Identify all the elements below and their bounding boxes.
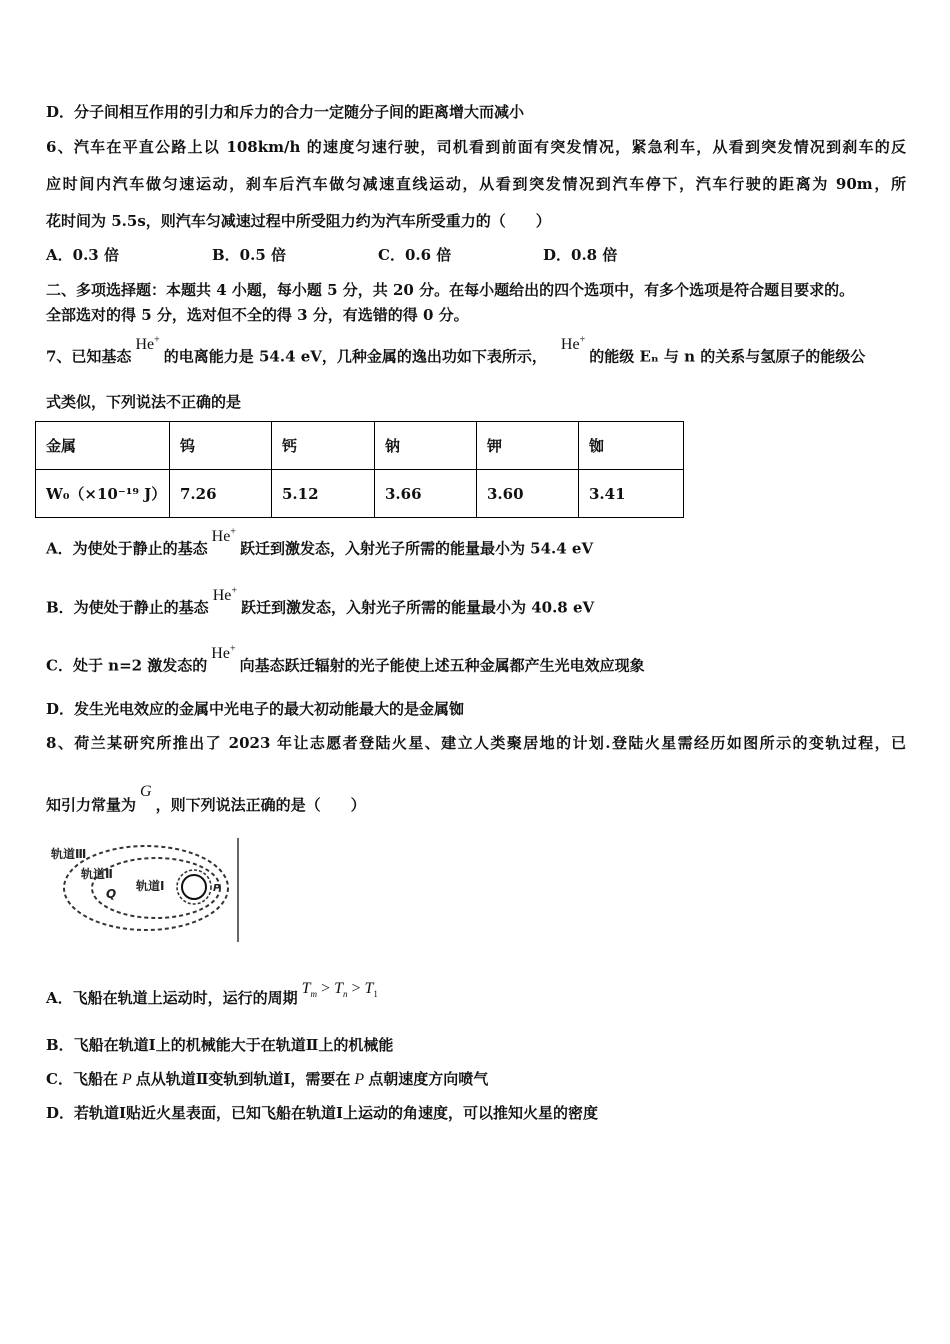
he-ion-symbol-text: He [560,336,580,354]
orbit-diagram [46,836,246,950]
table-row-label: W₀（×10⁻¹⁹ J） [36,470,170,518]
he-ion-symbol [135,336,159,353]
he-ion-symbol [561,336,585,353]
table-cell: 3.60 [477,470,579,518]
orbit-2-label: 轨道Ⅱ [81,867,113,881]
q7-option-b [46,586,595,618]
q7-text-c: 的能级 Eₙ 与 n 的关系与氢原子的能级公 [589,347,866,366]
q7-opt-b-text-1: B．为使处于静止的基态 [46,598,209,617]
period-sub: m [310,989,318,1000]
he-ion-symbol-text: He [211,528,231,546]
q7-option-a [46,527,594,559]
gt-symbol: > [351,980,361,997]
q8-opt-c-text-2: 点从轨道Ⅱ变轨到轨道Ⅰ，需要在 [135,1070,351,1088]
table-row [36,470,684,518]
q8-option-c [46,1069,488,1090]
q7-opt-c-text-2: 向基态跃迁辐射的光子能使上述五种金属都产生光电效应现象 [239,656,645,675]
q6-option-a: A．0.3 倍 [46,246,119,264]
period-symbol: T [301,980,311,997]
he-ion-symbol [212,528,236,545]
q8-opt-c-text-3: 点朝速度方向喷气 [368,1070,489,1088]
q8-line-1: 8、荷兰某研究所推出了 2023 年让志愿者登陆火星、建立人类聚居地的计划.登陆火星需经历如图所示的变轨过程，已 [46,734,906,752]
q6-option-c: C．0.6 倍 [378,246,452,264]
q7-opt-a-text-2: 跃迁到激发态，入射光子所需的能量最小为 54.4 eV [239,539,594,558]
period-symbol: T [334,980,343,997]
he-ion-charge: + [231,586,237,597]
period-sub: n [342,989,348,1000]
q7-option-c [46,644,645,676]
q8-option-d: D．若轨道Ⅰ贴近火星表面，已知飞船在轨道Ⅰ上运动的角速度，可以推知火星的密度 [46,1104,599,1122]
q8-option-b: B．飞船在轨道Ⅰ上的机械能大于在轨道Ⅱ上的机械能 [46,1036,394,1054]
table-header-cell: 金属 [36,422,170,470]
point-q-label: Q [106,887,117,901]
q8-opt-a-text-1: A．飞船在轨道上运动时，运行的周期 [46,989,298,1007]
q7-opt-c-text-1: C．处于 n=2 激发态的 [46,656,208,675]
q8-text-2b: ，则下列说法正确的是（ ） [155,796,366,814]
q7-text-b: 的电离能力是 54.4 eV，几种金属的逸出功如下表所示， [163,347,547,366]
q7-line-2: 式类似，下列说法不正确的是 [46,393,242,411]
point-p-symbol: P [354,1071,365,1088]
q8-text-2a: 知引力常量为 [46,796,137,814]
table-cell: 3.66 [375,470,477,518]
q7-line-1 [46,335,866,367]
he-ion-charge: + [154,335,160,346]
table-header-cell: 钨 [170,422,272,470]
q7-opt-a-text-1: A．为使处于静止的基态 [46,539,208,558]
work-function-table [35,421,684,518]
period-sub: 1 [373,989,378,1000]
q7-opt-b-text-2: 跃迁到激发态，入射光子所需的能量最小为 40.8 eV [240,598,595,617]
table-cell: 7.26 [170,470,272,518]
q6-line-2: 应时间内汽车做匀速运动，刹车后汽车做匀减速直线运动，从看到突发情况到汽车停下，汽车行驶的距离为 90m，所 [46,175,906,193]
table-cell: 3.41 [579,470,684,518]
section-2-line-2: 全部选对的得 5 分，选对但不全的得 3 分，有选错的得 0 分。 [46,306,469,324]
table-header-cell: 钾 [477,422,579,470]
q8-option-a [46,980,378,1014]
gravitational-constant-symbol: G [140,783,152,800]
period-inequality [301,980,378,1000]
table-header-cell: 铷 [579,422,684,470]
table-header-row [36,422,684,470]
period-symbol: T [364,980,374,997]
he-ion-symbol [213,587,237,604]
he-ion-symbol-text: He [211,645,230,663]
q6-line-3: 花时间为 5.5s，则汽车匀减速过程中所受阻力约为汽车所受重力的（ ） [46,212,551,230]
point-p-symbol: P [121,1071,132,1088]
q7-option-d: D．发生光电效应的金属中光电子的最大初动能最大的是金属铷 [46,700,465,718]
q5-option-d: D．分子间相互作用的引力和斥力的合力一定随分子间的距离增大而减小 [46,103,525,121]
table-cell: 5.12 [272,470,375,518]
q8-line-2 [46,783,366,816]
he-ion-charge: + [230,527,236,538]
q6-option-d: D．0.8 倍 [543,246,618,264]
q8-opt-c-text-1: C．飞船在 [46,1070,118,1088]
table-header-cell: 钠 [375,422,477,470]
orbit-1-label: 轨道Ⅰ [136,879,165,893]
gt-symbol: > [321,980,331,997]
q6-option-b: B．0.5 倍 [212,246,286,264]
orbit-3-label: 轨道Ⅲ [51,847,87,861]
he-ion-symbol [211,645,235,662]
section-2-line-1: 二、多项选择题：本题共 4 小题，每小题 5 分，共 20 分。在每小题给出的四个选项中，有多个选项是符合题目要求的。 [46,281,855,299]
table-header-cell: 钙 [272,422,375,470]
mars-planet [182,875,206,899]
he-ion-symbol-text: He [135,336,155,354]
he-ion-charge: + [579,335,586,346]
he-ion-symbol-text: He [212,587,232,605]
q7-text-a: 7、已知基态 [46,347,132,366]
he-ion-charge: + [229,644,236,655]
q6-line-1: 6、汽车在平直公路上以 108km/h 的速度匀速行驶，司机看到前面有突发情况，紧急利车，从看到突发情况到刹车的反 [46,138,906,156]
point-p-label: P [213,883,221,894]
